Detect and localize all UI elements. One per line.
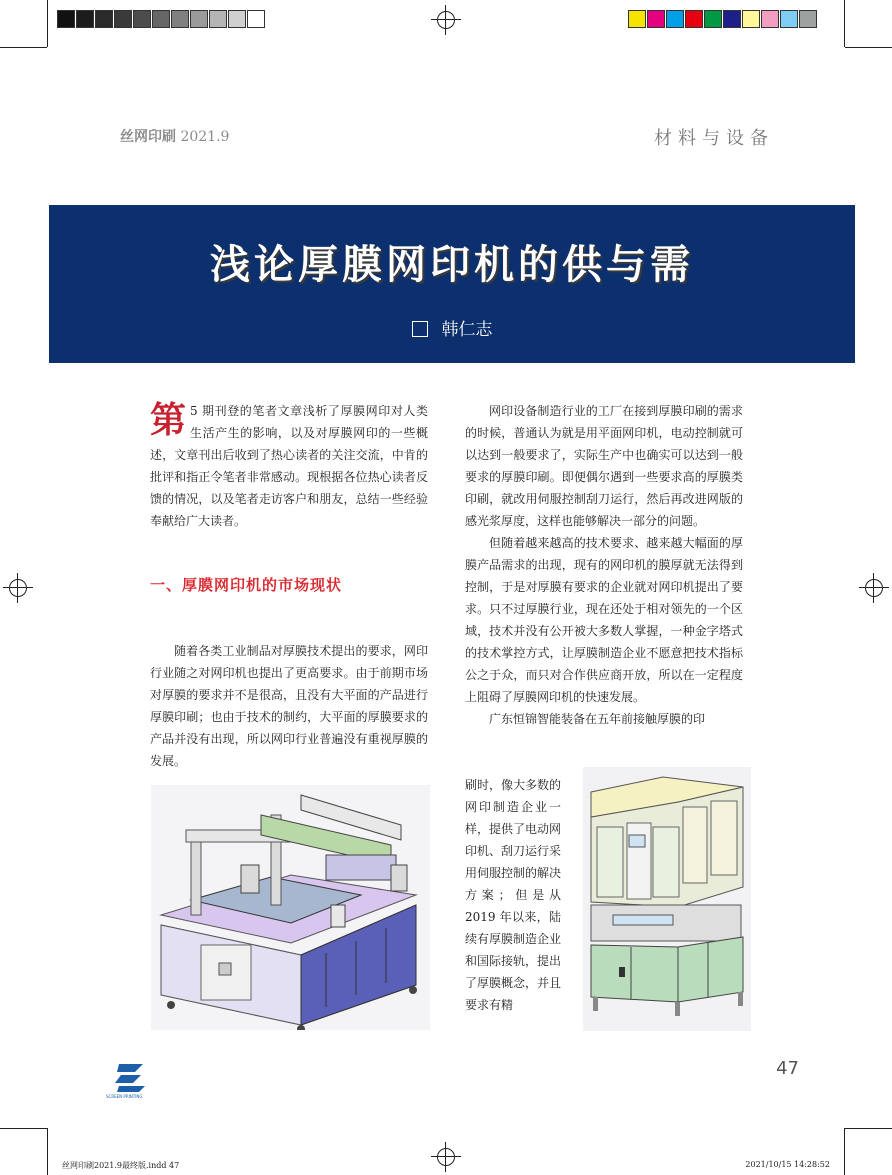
crop-mark (47, 0, 48, 47)
registration-mark (859, 573, 889, 603)
body-paragraph: 刷时，像大多数的网印制造企业一样，提供了电动网印机、刮刀运行采用伺服控制的解决方案；但是从 2019 年以来，陆续有厚膜制造企业和国际接轨，提出了厚膜概念，并且要求有精 (465, 778, 562, 1012)
running-header (120, 126, 229, 146)
crop-mark (47, 1128, 48, 1175)
screen-printing-machine-image (151, 785, 430, 1030)
registration-mark (431, 1142, 461, 1172)
author-box-icon (412, 321, 428, 337)
author-name: 韩仁志 (441, 320, 493, 340)
crop-mark (844, 1128, 845, 1175)
file-slug: 丝网印刷2021.9最终版.indd 47 (62, 1161, 180, 1170)
drop-cap: 第 (150, 399, 187, 441)
crop-mark (0, 47, 47, 48)
crop-mark (845, 47, 892, 48)
subheading: 一、厚膜网印机的市场现状 (150, 576, 343, 594)
logo-caption: SCREEN PRINTING (106, 1094, 143, 1099)
crop-mark (845, 1128, 892, 1129)
section-title: 材料与设备 (654, 128, 774, 149)
body-paragraph: 随着各类工业制品对厚膜技术提出的要求，网印行业随之对网印机也提出了更高要求。由于前期市场对厚膜的要求并不是很高，且没有大平面的产品进行厚膜印刷；也由于技术的制约，大平面的厚膜要求的产品并没有出现，所以网印行业普遍没有重视厚膜的发展。 (150, 644, 428, 768)
screen-printing-logo (111, 1058, 151, 1098)
article-title: 浅论厚膜网印机的供与需 (210, 242, 694, 288)
page-number: 47 (776, 1058, 799, 1079)
cmyk-color-bar (628, 10, 818, 28)
intro-paragraph: 5 期刊登的笔者文章浅析了厚膜网印对人类生活产生的影响，以及对厚膜网印的一些概述，文章刊出后收到了热心读者的关注交流，中肯的批评和指正令笔者非常感动。现根据各位热心读者反馈的情况，以及笔者走访客户和朋友，总结一些经验奉献给广大读者。 (150, 404, 428, 528)
registration-mark (431, 5, 461, 35)
column-right-narrow (465, 774, 561, 1016)
crop-mark (844, 0, 845, 47)
body-paragraph: 广东恒锦智能装备在五年前接触厚膜的印 (489, 712, 706, 726)
body-paragraph: 但随着越来越高的技术要求、越来越大幅面的厚膜产品需求的出现，现有的网印机的膜厚就无法得到控制，于是对厚膜有要求的企业就对网印机提出了要求。只不过厚膜行业，现在还处于相对领先的一个区域，技术并没有公开被大多数人掌握，一种金字塔式的技术掌控方式，让厚膜制造企业不愿意把技术指标公之于众，而只对合作供应商开放，所以在一定程度上阻碍了厚膜网印机的快速发展。 (465, 536, 743, 704)
body-paragraph: 网印设备制造行业的工厂在接到厚膜印刷的需求的时候，普通认为就是用平面网印机，电动控制就可以达到一般要求了，实际生产中也确实可以达到一般要求的厚膜印刷。即便偶尔遇到一些要求高的厚膜类印刷，就改用伺服控制刮刀运行，然后再改进网版的感光浆厚度，这样也能够解决一部分的问题。 (465, 404, 743, 528)
issue-number: 2021.9 (180, 129, 230, 145)
crop-mark (0, 1128, 47, 1129)
column-right (465, 400, 743, 730)
column-left-intro (150, 400, 428, 532)
registration-mark (3, 573, 33, 603)
enclosed-printing-machine-image (583, 767, 751, 1031)
author-line (49, 315, 855, 340)
magazine-name: 丝网印刷 (120, 129, 176, 145)
column-left-body (150, 640, 428, 772)
gray-color-bar (57, 10, 266, 28)
timestamp-slug: 2021/10/15 14:28:52 (745, 1160, 830, 1169)
title-banner (49, 205, 855, 363)
